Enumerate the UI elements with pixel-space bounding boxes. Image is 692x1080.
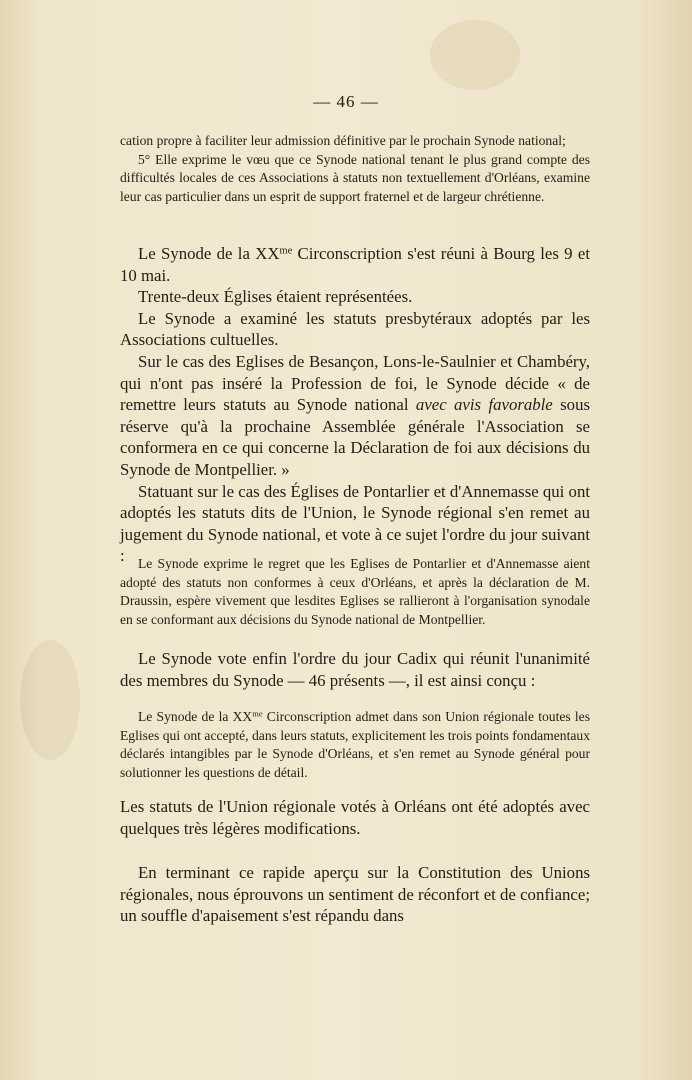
paragraph: [120, 708, 590, 782]
paragraph: cation propre à faciliter leur admission définitive par le prochain Synode national;: [120, 133, 566, 148]
text-block-synod-report: [120, 243, 590, 567]
text-run: Le Synode de la XX: [138, 709, 253, 724]
page-number: — 46 —: [313, 92, 379, 111]
paper-stain: [430, 20, 520, 90]
paragraph: 5° Elle exprime le vœu que ce Synode national tenant le plus grand compte des difficultés locales de ces Associations à statuts non textuellement d'Orléans, examine leur cas particulier dans un esprit de support fraternel et de largeur chrétienne.: [120, 151, 590, 204]
paragraph: Le Synode vote enfin l'ordre du jour Cadix qui réunit l'unanimité des membres du Synode — 46 présents —, il est ainsi conçu :: [120, 649, 590, 690]
paper-stain: [20, 640, 80, 760]
text-block-conclusion: [120, 862, 590, 927]
text-run: Sur le cas des Eglises de Besançon, Lons-le-Saulnier et Chambéry, qui n'ont pas inséré la Profession de foi, le Synode décide « de remettre leurs statuts au Synode national: [120, 351, 590, 415]
text-run: Circonscription admet dans son Union régionale toutes les Eglises qui ont accepté, dans leurs statuts, explicitement les trois points fondamentaux déclarés intangibles par le Synode d'Orléans, et s'en remet au Synode général pour solutionner les questions de détail.: [120, 709, 590, 780]
italic-text: avec avis favorable: [415, 395, 553, 415]
text-block-vote: [120, 648, 590, 691]
text-block-union-quote: [120, 708, 590, 782]
paragraph: [120, 243, 590, 286]
text-run: sous réserve qu'à la prochaine Assemblée générale l'Association se conformera en ce qui concerne la Déclaration de foi aux décisions du Synode de Montpellier. »: [120, 395, 590, 479]
text-run: Le Synode de la XX: [138, 244, 280, 263]
text-run: Circonscription s'est réuni à Bourg les 9 et 10 mai.: [120, 244, 590, 285]
paragraph: Le Synode a examiné les statuts presbytéraux adoptés par les Associations cultuelles.: [120, 308, 590, 350]
paragraph: Les statuts de l'Union régionale votés à Orléans ont été adoptés avec quelques très légères modifications.: [120, 797, 590, 838]
superscript: me: [252, 708, 263, 719]
text-block-resolution-quote: [120, 555, 590, 629]
paragraph: [120, 351, 590, 481]
paragraph: Trente-deux Églises étaient représentées.: [138, 287, 413, 307]
text-block-statutes: [120, 796, 590, 839]
paragraph: Le Synode exprime le regret que les Eglises de Pontarlier et d'Annemasse aient adopté des statuts non conformes à ceux d'Orléans, et après la déclaration de M. Draussin, espère vivement que lesdites Eglises se rallieront à l'organisation synodale en se conformant aux décisions du Synode national de Montpellier.: [120, 556, 590, 627]
text-block-quote-continuation: [120, 132, 590, 206]
superscript: me: [279, 245, 293, 257]
paragraph: Statuant sur le cas des Églises de Pontarlier et d'Annemasse qui ont adoptés les statuts dits de l'Union, le Synode régional s'en remet au jugement du Synode national, et vote à ce sujet l'ordre du jour suivant :: [120, 481, 590, 566]
paragraph: En terminant ce rapide aperçu sur la Constitution des Unions régionales, nous éprouvons un sentiment de réconfort et de confiance; un souffle d'apaisement s'est répandu dans: [120, 863, 590, 926]
